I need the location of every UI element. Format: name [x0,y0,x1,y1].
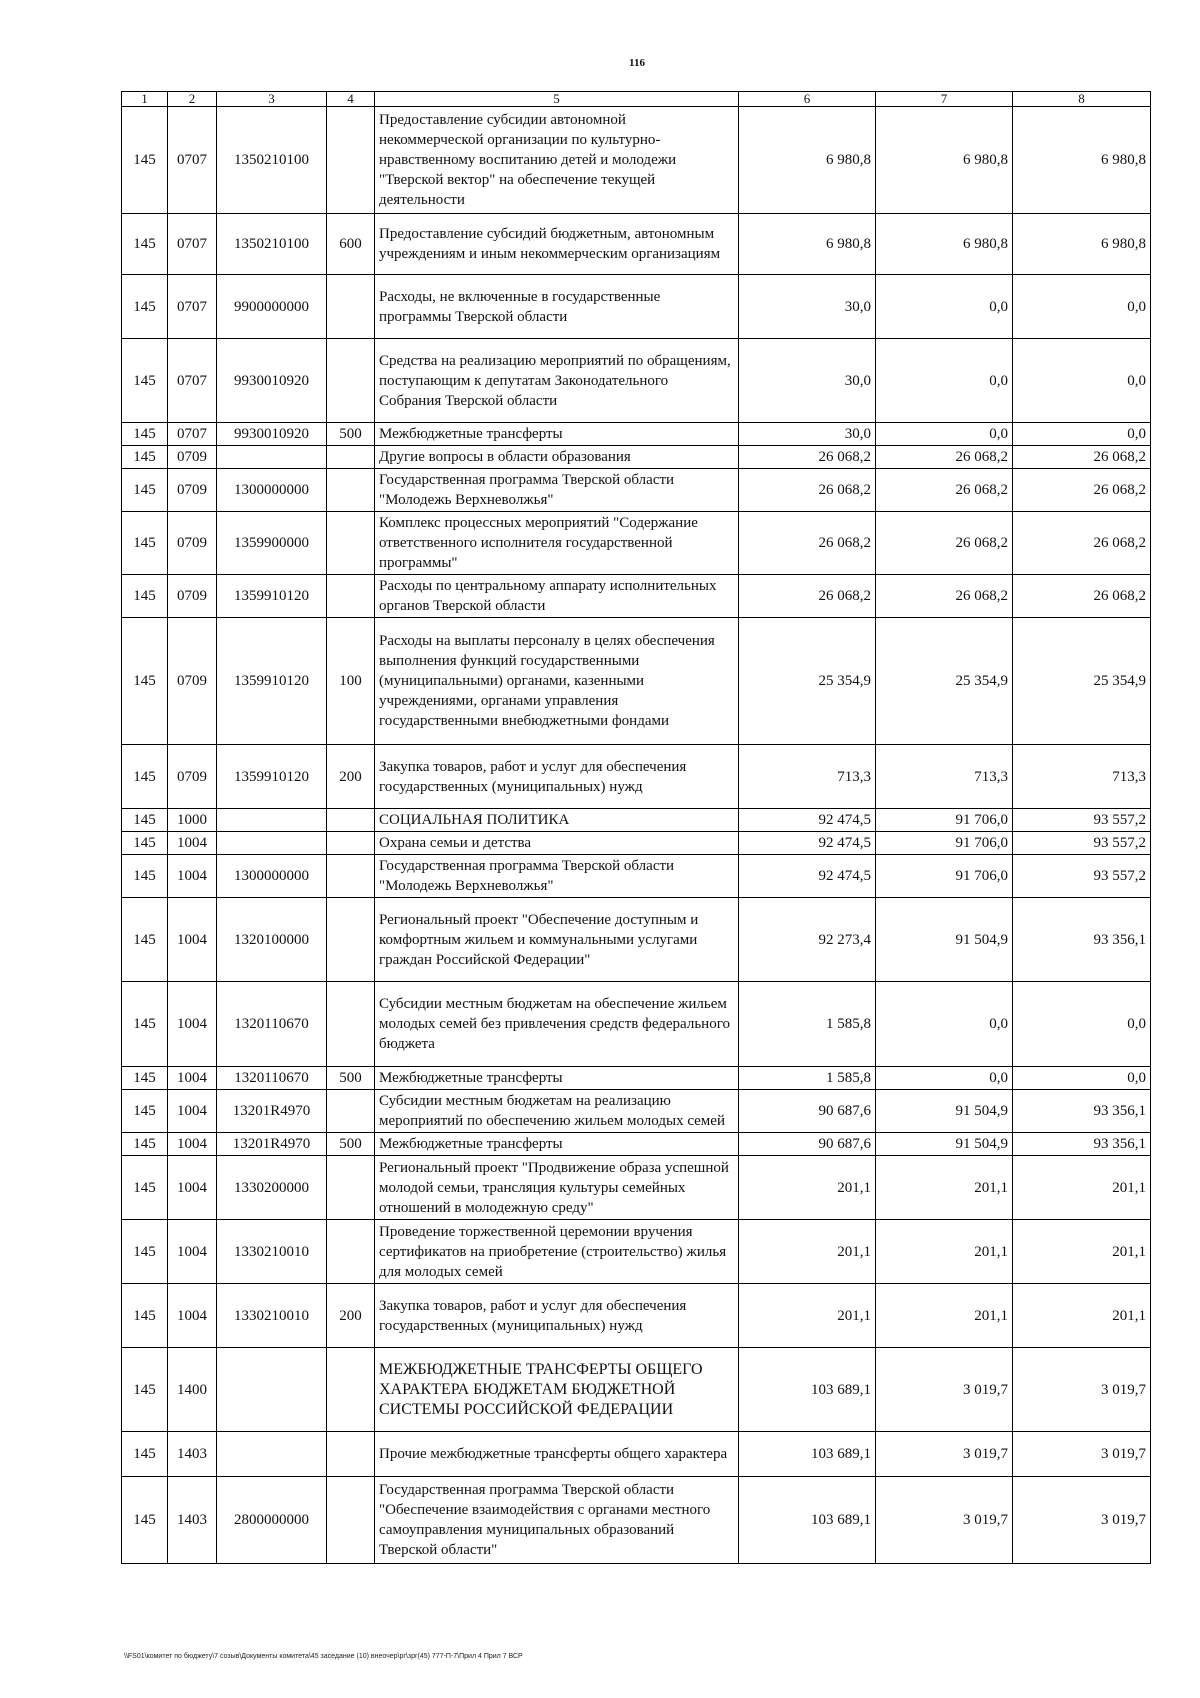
cell-chapter-code: 145 [122,107,168,214]
cell-section-code: 0709 [168,512,217,575]
cell-target-article [217,809,327,832]
table-row [122,339,1151,423]
cell-amount-col8: 93 557,2 [1013,809,1151,832]
cell-description: Предоставление субсидии автономной некоммерческой организации по культурно-нравственному воспитанию детей и молодежи "Тверской вектор" на обеспечение текущей деятельности [375,107,739,214]
cell-target-article: 1359910120 [217,575,327,618]
cell-amount-col8: 3 019,7 [1013,1477,1151,1564]
table-row [122,1133,1151,1156]
cell-expense-type: 500 [327,423,375,446]
cell-section-code: 0709 [168,618,217,745]
cell-amount-col8: 26 068,2 [1013,469,1151,512]
cell-target-article: 1359900000 [217,512,327,575]
cell-section-code: 0707 [168,107,217,214]
cell-amount-col7: 713,3 [876,745,1013,809]
cell-chapter-code: 145 [122,1432,168,1477]
cell-amount-col7: 91 504,9 [876,1090,1013,1133]
cell-amount-col8: 3 019,7 [1013,1348,1151,1432]
table-row [122,898,1151,982]
cell-amount-col7: 91 504,9 [876,898,1013,982]
cell-amount-col6: 92 474,5 [739,809,876,832]
cell-description: Межбюджетные трансферты [375,423,739,446]
cell-amount-col8: 93 356,1 [1013,1090,1151,1133]
cell-section-code: 0707 [168,339,217,423]
cell-description: Расходы на выплаты персоналу в целях обеспечения выполнения функций государственными (муниципальными) органами, казенными учреждениями, органами управления государственными внебюджетными фондами [375,618,739,745]
cell-expense-type: 100 [327,618,375,745]
page-number: 116 [629,57,645,69]
cell-description: Предоставление субсидий бюджетным, автономным учреждениям и иным некоммерческим организациям [375,214,739,275]
cell-chapter-code: 145 [122,512,168,575]
cell-chapter-code: 145 [122,1133,168,1156]
table-row [122,469,1151,512]
table-row [122,1090,1151,1133]
cell-amount-col8: 713,3 [1013,745,1151,809]
cell-target-article: 1350210100 [217,107,327,214]
table-row [122,275,1151,339]
cell-amount-col7: 0,0 [876,423,1013,446]
table-row [122,1156,1151,1220]
cell-target-article: 9930010920 [217,423,327,446]
cell-chapter-code: 145 [122,1156,168,1220]
cell-amount-col7: 91 706,0 [876,809,1013,832]
cell-section-code: 1400 [168,1348,217,1432]
cell-expense-type: 500 [327,1067,375,1090]
cell-target-article [217,446,327,469]
cell-description: Межбюджетные трансферты [375,1133,739,1156]
cell-amount-col7: 26 068,2 [876,575,1013,618]
cell-expense-type: 200 [327,745,375,809]
cell-amount-col8: 3 019,7 [1013,1432,1151,1477]
cell-expense-type [327,275,375,339]
cell-section-code: 1004 [168,1156,217,1220]
cell-amount-col6: 713,3 [739,745,876,809]
cell-target-article: 1300000000 [217,469,327,512]
cell-target-article: 1320110670 [217,982,327,1067]
cell-description: Другие вопросы в области образования [375,446,739,469]
cell-amount-col7: 91 504,9 [876,1133,1013,1156]
column-header-4: 4 [327,92,375,107]
column-header-7: 7 [876,92,1013,107]
cell-section-code: 1004 [168,1133,217,1156]
cell-chapter-code: 145 [122,898,168,982]
cell-amount-col7: 0,0 [876,275,1013,339]
cell-amount-col7: 3 019,7 [876,1432,1013,1477]
cell-amount-col8: 201,1 [1013,1220,1151,1284]
cell-amount-col7: 26 068,2 [876,446,1013,469]
cell-section-code: 1004 [168,1284,217,1348]
cell-section-code: 0709 [168,446,217,469]
table-row [122,446,1151,469]
cell-chapter-code: 145 [122,446,168,469]
cell-amount-col6: 103 689,1 [739,1477,876,1564]
cell-chapter-code: 145 [122,1284,168,1348]
cell-expense-type [327,1090,375,1133]
cell-amount-col6: 92 474,5 [739,832,876,855]
cell-amount-col7: 0,0 [876,982,1013,1067]
table-row [122,214,1151,275]
cell-amount-col8: 93 356,1 [1013,898,1151,982]
cell-amount-col7: 0,0 [876,339,1013,423]
table-row [122,1477,1151,1564]
table-row [122,1432,1151,1477]
cell-expense-type [327,855,375,898]
cell-description: Региональный проект "Продвижение образа успешной молодой семьи, трансляция культуры семейных отношений в молодежную среду" [375,1156,739,1220]
cell-section-code: 1004 [168,855,217,898]
cell-chapter-code: 145 [122,1348,168,1432]
cell-amount-col8: 25 354,9 [1013,618,1151,745]
cell-amount-col7: 6 980,8 [876,107,1013,214]
cell-description: Государственная программа Тверской области "Молодежь Верхневолжья" [375,855,739,898]
cell-amount-col7: 6 980,8 [876,214,1013,275]
cell-amount-col6: 103 689,1 [739,1348,876,1432]
cell-amount-col6: 92 273,4 [739,898,876,982]
cell-target-article: 1350210100 [217,214,327,275]
cell-amount-col8: 0,0 [1013,275,1151,339]
cell-amount-col8: 0,0 [1013,339,1151,423]
cell-expense-type [327,512,375,575]
cell-description: Расходы, не включенные в государственные программы Тверской области [375,275,739,339]
column-header-5: 5 [375,92,739,107]
cell-amount-col8: 0,0 [1013,1067,1151,1090]
cell-description: Расходы по центральному аппарату исполнительных органов Тверской области [375,575,739,618]
cell-target-article: 9900000000 [217,275,327,339]
cell-amount-col6: 201,1 [739,1156,876,1220]
cell-description: Комплекс процессных мероприятий "Содержание ответственного исполнителя государственной программы" [375,512,739,575]
cell-amount-col8: 6 980,8 [1013,107,1151,214]
cell-section-code: 0707 [168,275,217,339]
cell-description: Межбюджетные трансферты [375,1067,739,1090]
cell-amount-col6: 201,1 [739,1220,876,1284]
cell-amount-col6: 26 068,2 [739,446,876,469]
column-header-2: 2 [168,92,217,107]
table-row [122,618,1151,745]
cell-expense-type: 600 [327,214,375,275]
cell-amount-col6: 26 068,2 [739,575,876,618]
cell-description: Региональный проект "Обеспечение доступным и комфортным жильем и коммунальными услугами граждан Российской Федерации" [375,898,739,982]
cell-expense-type: 500 [327,1133,375,1156]
cell-amount-col8: 26 068,2 [1013,512,1151,575]
cell-amount-col7: 0,0 [876,1067,1013,1090]
cell-chapter-code: 145 [122,1090,168,1133]
cell-amount-col8: 93 356,1 [1013,1133,1151,1156]
cell-amount-col8: 26 068,2 [1013,446,1151,469]
cell-description: Государственная программа Тверской области "Молодежь Верхневолжья" [375,469,739,512]
cell-chapter-code: 145 [122,745,168,809]
header-row [122,92,1151,107]
cell-amount-col6: 26 068,2 [739,512,876,575]
cell-chapter-code: 145 [122,339,168,423]
cell-amount-col7: 26 068,2 [876,469,1013,512]
cell-section-code: 1000 [168,809,217,832]
table-row [122,512,1151,575]
cell-amount-col6: 6 980,8 [739,214,876,275]
cell-amount-col6: 92 474,5 [739,855,876,898]
column-header-6: 6 [739,92,876,107]
table-row [122,1067,1151,1090]
cell-chapter-code: 145 [122,855,168,898]
cell-target-article: 1320110670 [217,1067,327,1090]
cell-section-code: 1403 [168,1432,217,1477]
cell-amount-col6: 6 980,8 [739,107,876,214]
cell-amount-col8: 93 557,2 [1013,855,1151,898]
cell-chapter-code: 145 [122,618,168,745]
cell-expense-type [327,575,375,618]
cell-amount-col8: 26 068,2 [1013,575,1151,618]
cell-section-code: 0707 [168,214,217,275]
cell-amount-col8: 0,0 [1013,982,1151,1067]
cell-target-article: 1330210010 [217,1220,327,1284]
cell-target-article: 2800000000 [217,1477,327,1564]
cell-chapter-code: 145 [122,1067,168,1090]
cell-expense-type [327,339,375,423]
cell-amount-col6: 30,0 [739,275,876,339]
cell-description: Государственная программа Тверской области "Обеспечение взаимодействия с органами местного самоуправления муниципальных образований Тверской области" [375,1477,739,1564]
cell-amount-col7: 201,1 [876,1284,1013,1348]
cell-expense-type [327,446,375,469]
cell-section-code: 1004 [168,1090,217,1133]
cell-target-article: 13201R4970 [217,1133,327,1156]
cell-target-article: 1359910120 [217,618,327,745]
cell-expense-type [327,832,375,855]
cell-expense-type [327,1432,375,1477]
cell-amount-col6: 1 585,8 [739,982,876,1067]
cell-target-article: 9930010920 [217,339,327,423]
cell-expense-type [327,809,375,832]
cell-section-code: 0709 [168,575,217,618]
cell-amount-col6: 25 354,9 [739,618,876,745]
cell-description: Субсидии местным бюджетам на обеспечение жильем молодых семей без привлечения средств федерального бюджета [375,982,739,1067]
cell-amount-col6: 90 687,6 [739,1133,876,1156]
cell-amount-col8: 201,1 [1013,1156,1151,1220]
cell-expense-type [327,982,375,1067]
cell-amount-col6: 103 689,1 [739,1432,876,1477]
cell-amount-col6: 201,1 [739,1284,876,1348]
table-row [122,745,1151,809]
cell-amount-col6: 30,0 [739,339,876,423]
footer-file-path: \\FS01\комитет по бюджету\7 созыв\Документы комитета\45 заседание (10) внеочер\рг\зрг(45) 777-П-7\Прил 4 Прил 7 ВСР [124,1653,523,1660]
table-row [122,107,1151,214]
cell-target-article [217,1432,327,1477]
cell-amount-col8: 0,0 [1013,423,1151,446]
cell-amount-col7: 201,1 [876,1156,1013,1220]
cell-chapter-code: 145 [122,809,168,832]
cell-description: Проведение торжественной церемонии вручения сертификатов на приобретение (строительство) жилья для молодых семей [375,1220,739,1284]
cell-description: Прочие межбюджетные трансферты общего характера [375,1432,739,1477]
cell-section-code: 0709 [168,469,217,512]
cell-expense-type [327,1220,375,1284]
budget-table [121,91,1151,1564]
cell-expense-type: 200 [327,1284,375,1348]
cell-chapter-code: 145 [122,832,168,855]
cell-expense-type [327,1156,375,1220]
cell-chapter-code: 145 [122,575,168,618]
cell-target-article: 13201R4970 [217,1090,327,1133]
cell-amount-col6: 26 068,2 [739,469,876,512]
cell-description: Закупка товаров, работ и услуг для обеспечения государственных (муниципальных) нужд [375,745,739,809]
cell-description: СОЦИАЛЬНАЯ ПОЛИТИКА [375,809,739,832]
cell-expense-type [327,469,375,512]
cell-amount-col8: 6 980,8 [1013,214,1151,275]
cell-section-code: 0707 [168,423,217,446]
cell-amount-col6: 1 585,8 [739,1067,876,1090]
column-header-3: 3 [217,92,327,107]
cell-expense-type [327,1477,375,1564]
column-header-1: 1 [122,92,168,107]
table-row [122,832,1151,855]
table-row [122,1348,1151,1432]
cell-target-article [217,832,327,855]
cell-target-article [217,1348,327,1432]
cell-amount-col7: 26 068,2 [876,512,1013,575]
cell-chapter-code: 145 [122,275,168,339]
cell-description: Охрана семьи и детства [375,832,739,855]
cell-target-article: 1359910120 [217,745,327,809]
table-row [122,575,1151,618]
table-row [122,423,1151,446]
cell-description: Субсидии местным бюджетам на реализацию мероприятий по обеспечению жильем молодых семей [375,1090,739,1133]
cell-chapter-code: 145 [122,1477,168,1564]
cell-section-code: 1403 [168,1477,217,1564]
cell-target-article: 1320100000 [217,898,327,982]
cell-target-article: 1330210010 [217,1284,327,1348]
cell-amount-col7: 201,1 [876,1220,1013,1284]
table-row [122,809,1151,832]
cell-amount-col6: 30,0 [739,423,876,446]
cell-section-code: 1004 [168,1067,217,1090]
table-row [122,855,1151,898]
cell-description: МЕЖБЮДЖЕТНЫЕ ТРАНСФЕРТЫ ОБЩЕГО ХАРАКТЕРА БЮДЖЕТАМ БЮДЖЕТНОЙ СИСТЕМЫ РОССИЙСКОЙ ФЕДЕРАЦИИ [375,1348,739,1432]
cell-amount-col7: 3 019,7 [876,1477,1013,1564]
cell-expense-type [327,1348,375,1432]
cell-target-article: 1300000000 [217,855,327,898]
cell-amount-col7: 3 019,7 [876,1348,1013,1432]
cell-section-code: 0709 [168,745,217,809]
cell-amount-col8: 201,1 [1013,1284,1151,1348]
cell-target-article: 1330200000 [217,1156,327,1220]
cell-chapter-code: 145 [122,469,168,512]
table-body [122,107,1151,1564]
cell-section-code: 1004 [168,898,217,982]
table-row [122,982,1151,1067]
cell-description: Средства на реализацию мероприятий по обращениям, поступающим к депутатам Законодательного Собрания Тверской области [375,339,739,423]
cell-amount-col7: 25 354,9 [876,618,1013,745]
column-header-8: 8 [1013,92,1151,107]
cell-chapter-code: 145 [122,982,168,1067]
cell-description: Закупка товаров, работ и услуг для обеспечения государственных (муниципальных) нужд [375,1284,739,1348]
cell-chapter-code: 145 [122,1220,168,1284]
table-row [122,1220,1151,1284]
cell-amount-col6: 90 687,6 [739,1090,876,1133]
cell-section-code: 1004 [168,1220,217,1284]
cell-chapter-code: 145 [122,423,168,446]
cell-expense-type [327,898,375,982]
cell-section-code: 1004 [168,982,217,1067]
cell-section-code: 1004 [168,832,217,855]
table-row [122,1284,1151,1348]
cell-amount-col7: 91 706,0 [876,832,1013,855]
cell-amount-col8: 93 557,2 [1013,832,1151,855]
cell-chapter-code: 145 [122,214,168,275]
cell-amount-col7: 91 706,0 [876,855,1013,898]
cell-expense-type [327,107,375,214]
